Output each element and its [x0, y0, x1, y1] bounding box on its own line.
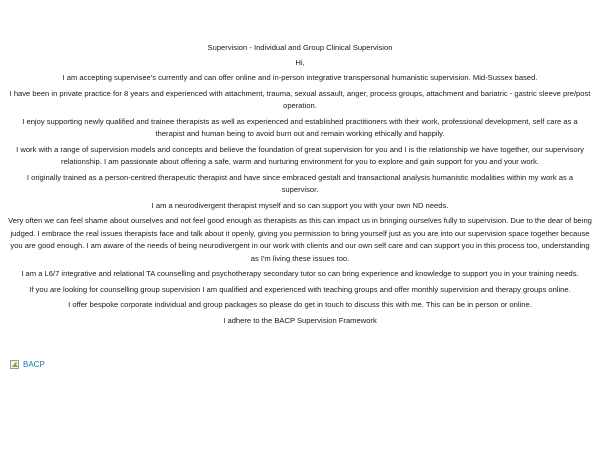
paragraph-neurodivergent: I am a neurodivergent therapist myself and so can support you with your own ND needs. — [151, 200, 449, 210]
bacp-alt-text: BACP — [23, 360, 45, 369]
page-content — [8, 42, 592, 330]
paragraph-framework: I adhere to the BACP Supervision Framework — [223, 315, 377, 325]
paragraph-tutor: I am a L6/7 integrative and relational TA counselling and psychotherapy secondary tutor so can bring experience and knowledge to support you in your training needs. — [21, 269, 579, 278]
paragraph-support: I enjoy supporting newly qualified and trainee therapists as well as experienced and established practitioners with their work, professional development, self care as a therapist and human being to avoid burn out and remain working ethically and happily. — [22, 116, 578, 138]
paragraph-availability: I am accepting supervisee's currently and can offer online and in-person integrative transpersonal humanistic supervision. Mid-Sussex based. — [62, 73, 538, 82]
paragraph-models: I work with a range of supervision models and concepts and believe the foundation of great supervision for you and I is the relationship we have together, our supervisory relationship. I am passionate about offering a safe, warm and nurturing environment for you to explore and gain support for you and your work. — [16, 144, 584, 166]
paragraph-training: I originally trained as a person-centred therapeutic therapist and have since embraced gestalt and transactional analysis humanistic modalities within my work as a supervisor. — [26, 172, 574, 194]
paragraph-shame: Very often we can feel shame about ourselves and not feel good enough as therapists as this can impact us in bringing ourselves fully to supervision. Due to the dear of being judged. I embrace the real issues therapists face and talk about it openly, giving you permission to bring yourself just as you are into our supervision space together because you are good enough. I am aware of the needs of being neurodivergent in our work with clients and our own self care and can support you in this process too, understanding as I'm living these issues too. — [8, 216, 592, 263]
paragraph-experience: I have been in private practice for 8 years and experienced with attachment, trauma, sexual assault, anger, process groups, attachment and bariatric - gastric sleeve pre/post operation. — [9, 88, 591, 110]
bacp-image-link[interactable] — [10, 360, 45, 369]
paragraph-group-supervision: If you are looking for counselling group supervision I am qualified and experienced with teaching groups and offer monthly supervision and therapy groups online. — [29, 284, 571, 294]
broken-image-icon — [10, 360, 19, 369]
paragraph-corporate: I offer bespoke corporate individual and group packages so please do get in touch to discuss this with me. This can be in person or online. — [68, 300, 532, 309]
greeting: Hi, — [295, 57, 305, 67]
page-title: Supervision - Individual and Group Clinical Supervision — [207, 43, 393, 52]
